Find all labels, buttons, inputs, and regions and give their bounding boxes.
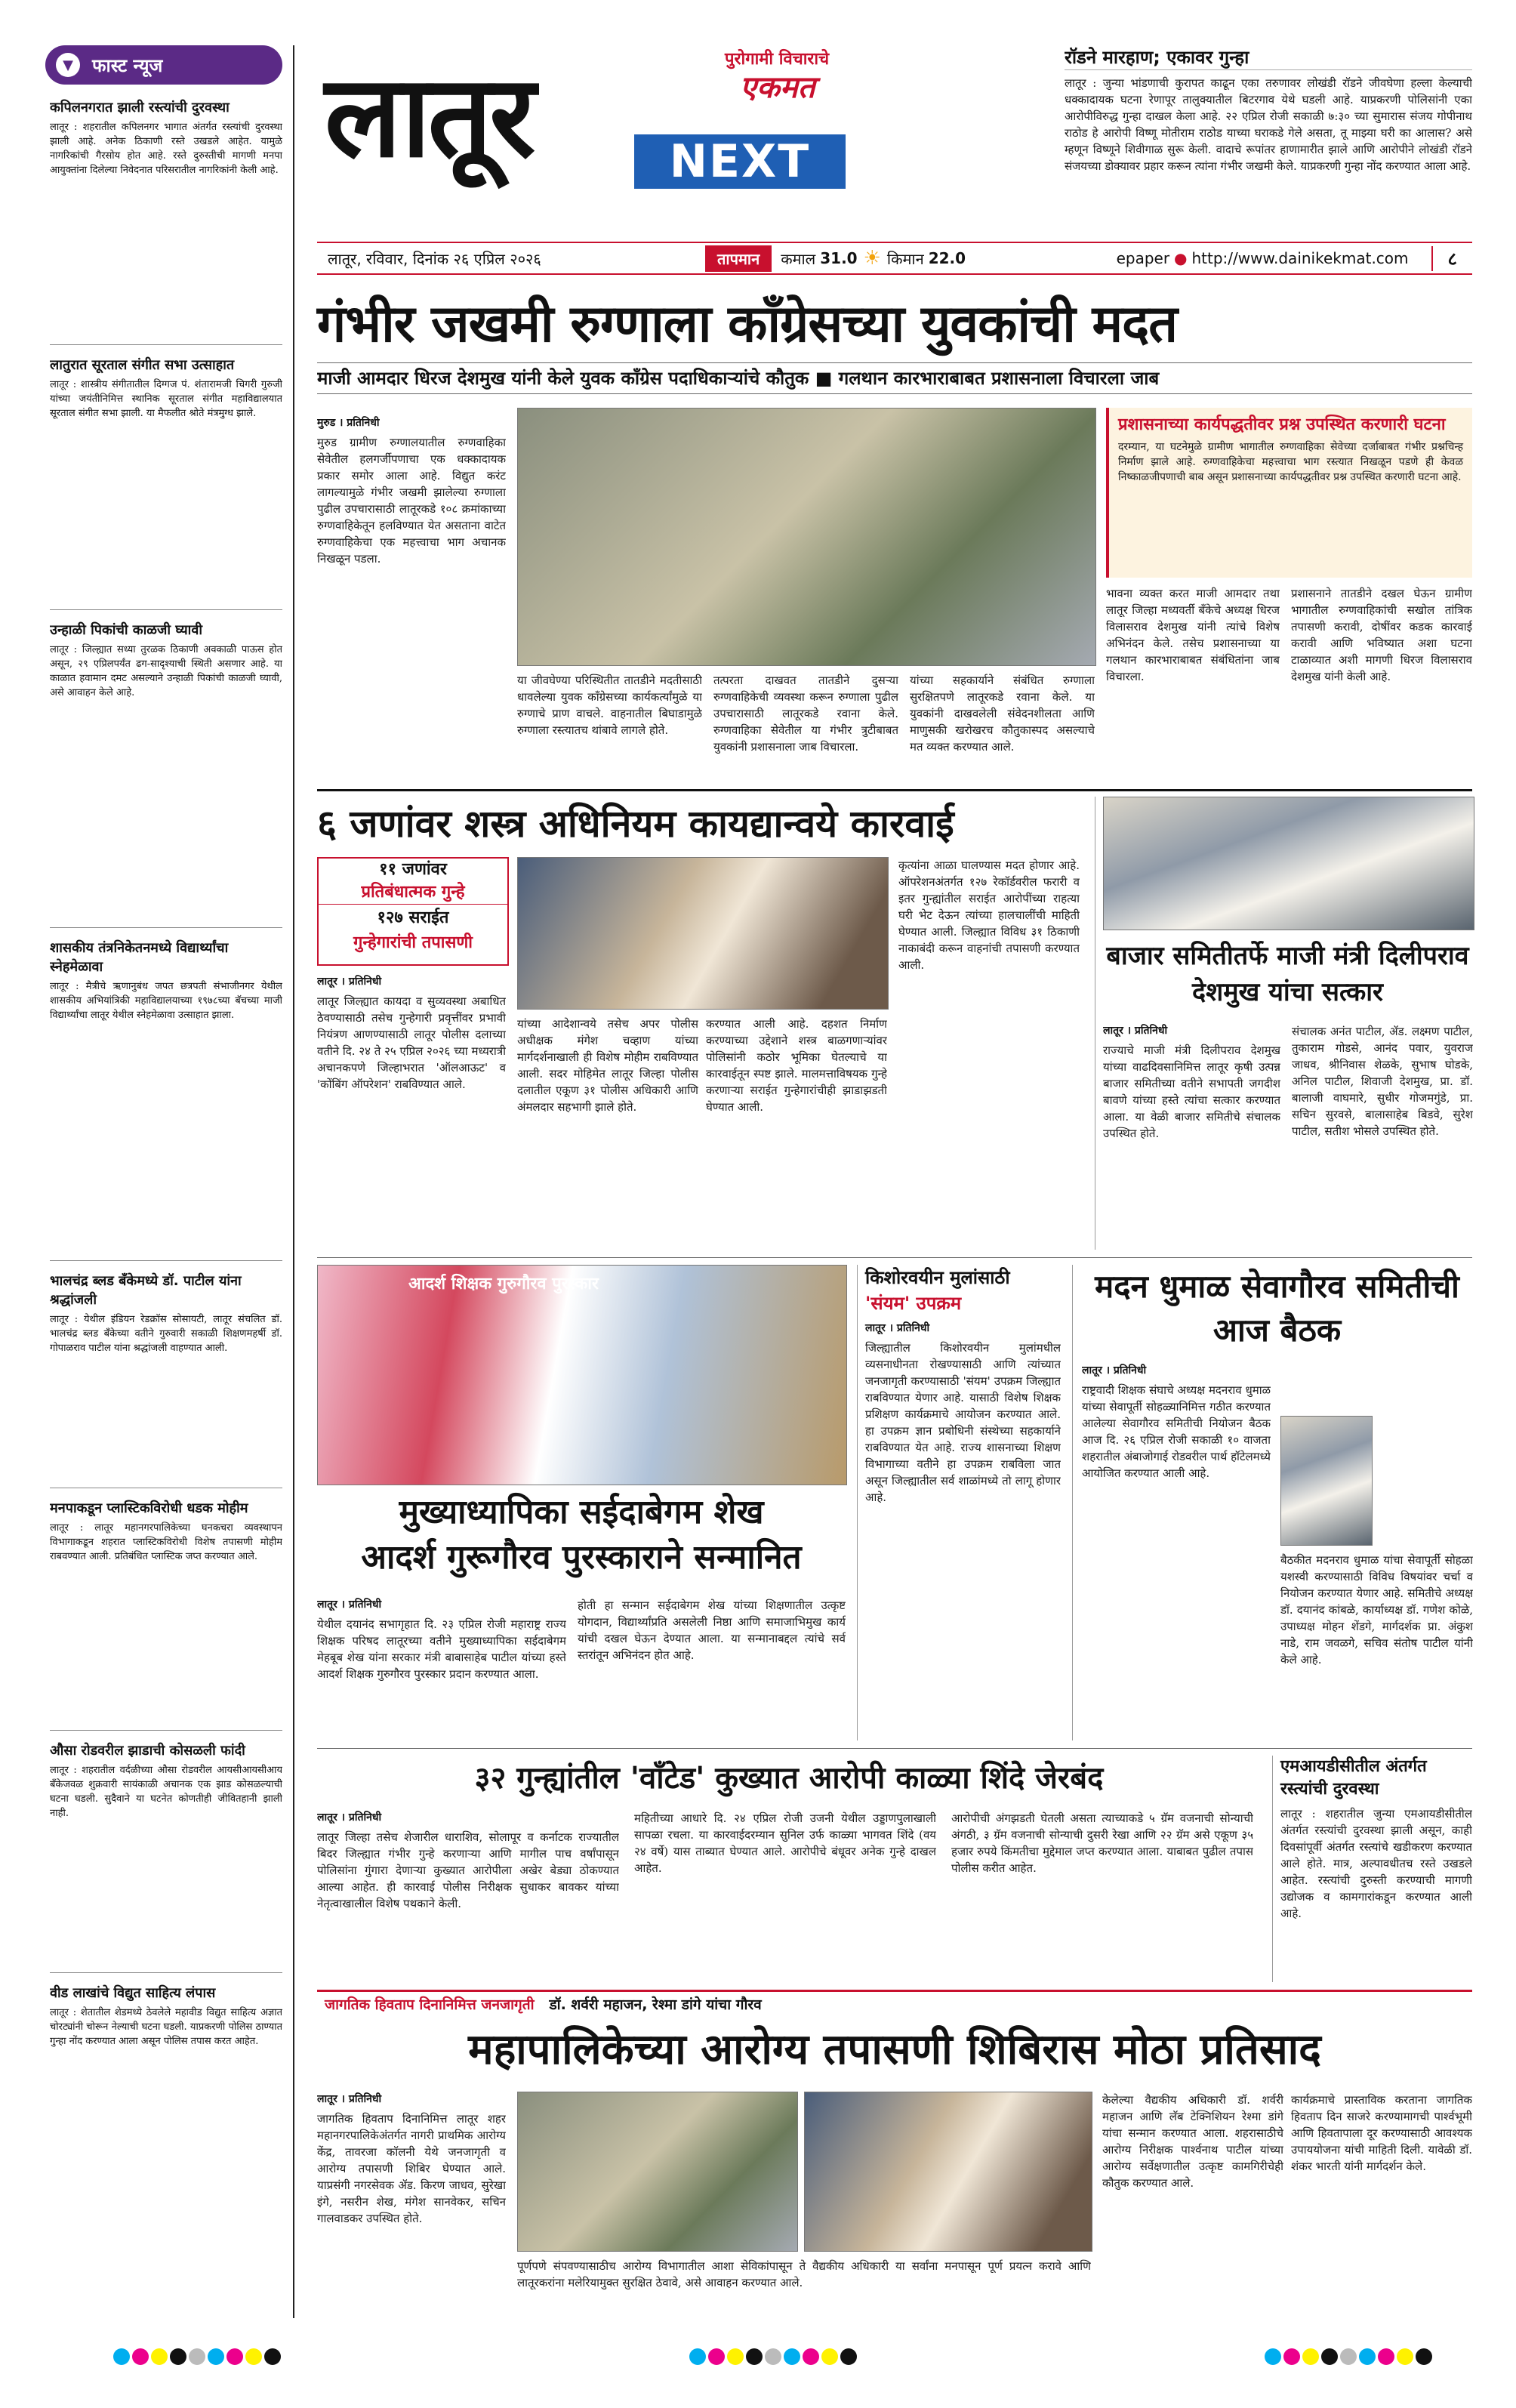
article-body: प्रशासनाने तातडीने दखल घेऊन ग्रामीण भागातील रुग्णवाहिकांची सखोल तांत्रिक तपासणी करावी, दोषींवर कडक कारवाई करावी आणि भविष्यात अशा घटना टाळाव्यात अशी मागणी धिरज विलासराव देशमुख यांनी केली आहे. [1291,587,1472,683]
wanted-story [317,1756,1261,1982]
stat-line: १२७ सराईत [319,904,507,932]
color-dots [689,2348,859,2371]
date-line: लातूर, रविवार, दिनांक २६ एप्रिल २०२६ [328,249,541,268]
article-body: आरोपीची अंगझडती घेतली असता त्याच्याकडे ५ ग्रॅम वजनाची सोन्याची अंगठी, ३ ग्रॅम वजनाची सोन्याची दुसरी रेखा आणि २२ ग्रॅम असे एकूण ३५ हजार रुपये किंमतीचा मुद्देमाल जप्त करण्यात आला. याबाबत पुढील तपास पोलीस करीत आहेत. [951,1811,1253,1875]
news-title: भालचंद्र ब्लड बँकेमध्ये डॉ. पाटील यांना श्रद्धांजली [50,1273,242,1308]
byline: लातूर । प्रतिनिधी [317,2093,382,2105]
masthead-title: लातूर [325,51,533,183]
article-body: मुरुड ग्रामीण रुग्णालयातील रुग्णवाहिका सेवेतील हलगर्जीपणाचा एक धक्कादायक प्रकार समोर आला आहे. विद्युत करंट लागल्यामुळे गंभीर जखमी झालेल्या रुग्णाला पुढील उपचारासाठी लातूरकडे १०८ क्रमांकाच्या रुग्णवाहिकेतून हलविण्यात येत असताना वाटेत रुग्णवाहिकेचा एक महत्त्वाचा भाग अचानक निखळून पडला. [317,436,506,566]
article-body: येथील दयानंद सभागृहात दि. २३ एप्रिल रोजी महाराष्ट्र राज्य शिक्षक परिषद लातूरच्या वतीने मुख्याध्यापिका सईदाबेगम मेहबूब शेख यांना सरकार मंत्री बाबासाहेब पाटील यांच्या हस्ते आदर्श शिक्षक गुरुगौरव पुरस्कार प्रदान करण्यात आला. [317,1617,566,1681]
byline: लातूर । प्रतिनिधी [317,976,382,988]
article-body: राष्ट्रवादी शिक्षक संघाचे अध्यक्ष मदनराव धुमाळ यांच्या सेवापूर्ती सोहळ्यानिमित्त गठीत करण्यात आलेल्या सेवागौरव समितीची नियोजन बैठक आज दि. २६ एप्रिल रोजी सकाळी १० वाजता शहरातील अंबाजोगाई रोडवरील पार्थ हॉटेलमध्ये आयोजित करण्यात आली आहे. [1082,1383,1271,1480]
callout-title: प्रशासनाच्या कार्यपद्धतीवर प्रश्न उपस्थित करणारी घटना [1118,415,1446,434]
news-title: मनपाकडून प्लास्टिकविरोधी धडक मोहीम [50,1500,248,1516]
story-headline: किशोरवयीन मुलांसाठी [865,1267,1010,1288]
article-body: केलेल्या वैद्यकीय अधिकारी डॉ. शर्वरी महाजन आणि लॅब टेक्निशियन रेश्मा डांगे यांचा सन्मान करण्यात आला. शहरासाठीचे आरोग्य निरीक्षक पार्श्वनाथ पाटील यांच्या आरोग्य सर्वेक्षणातील उत्कृष्ट कामगिरीचेही कौतुक करण्यात आले. [1102,2093,1283,2190]
masthead-next-logo: NEXT [634,134,846,189]
color-dots [113,2348,283,2371]
news-title: कपिलनगरात झाली रस्त्यांची दुरवस्था [50,100,230,116]
article-body: यांच्या सहकार्याने संबंधित रुग्णाला सुरक्षितपणे लातूरकडे रवाना केले. या युवकांनी दाखवलेली संवेदनशीलता आणि माणुसकी खरोखरच कौतुकास्पद असल्याचे मत व्यक्त करण्यात आले. [910,674,1095,754]
sidebar [45,45,294,2318]
teacher-story [317,1265,846,1740]
news-body: लातूर : शेतातील शेडमध्ये ठेवलेले महावीड विद्युत साहित्य अज्ञात चोरट्यांनी चोरून नेल्याची घटना घडली. याप्रकरणी पोलिस ठाण्यात गुन्हा नोंद करण्यात आला असून पोलिस तपास करत आहेत. [50,2007,282,2047]
article-body: तत्परता दाखवत तातडीने दुसऱ्या रुग्णवाहिकेची व्यवस्था करून रुग्णाला पुढील उपचारासाठी लातूरकडे रवाना केले. रुग्णवाहिका सेवेतील या गंभीर त्रुटीबाबत युवकांनी प्रशासनाला जाब विचारला. [713,674,898,754]
news-body: लातूर : शास्त्रीय संगीतातील दिग्गज पं. शंतारामजी चिगरी गुरुजी यांच्या जयंतीनिमित्त स्थानिक सूरताल संगीत महाविद्यालयात सूरताल संगीत सभा झाली. या मैफलीत श्रोते मंत्रमुग्ध झाले. [50,379,282,419]
arms-story [317,797,1080,1250]
stat-line: गुन्हेगारांची तपासणी [353,933,473,952]
news-body: लातूर : शहरातील जुन्या एमआयडीसीतील अंतर्गत रस्त्यांची दुरवस्था झाली असून, काही दिवसांपूर्वी अंतर्गत रस्त्यांचे खडीकरण करण्यात आले होते. मात्र, अल्पावधीतच रस्ते उखडले आहेत. रस्त्यांची दुरुस्ती करण्याची मागणी उद्योजक व कामगारांकडून करण्यात आली आहे. [1280,1807,1472,1920]
masthead-tagline: पुरोगामी विचाराचे [725,50,830,69]
news-body: लातूर : मैत्रीचे ऋणानुबंध जपत छत्रपती संभाजीनगर येथील शासकीय अभियांत्रिकी महाविद्यालयाच्या १९७८च्या बॅचच्या माजी विद्यार्थ्यांचा लातूर येथील स्नेहमेळावा उत्साहात झाला. [50,981,282,1021]
weather-label: तापमान [705,245,772,272]
masthead-brand-logo: एकमत [740,70,815,105]
website-link[interactable]: http://www.dainikekmat.com [1191,249,1409,267]
article-body: या जीवघेण्या परिस्थितीत तातडीने मदतीसाठी धावलेल्या युवक काँग्रेसच्या कार्यकर्त्यांमुळे या रुग्णाचे प्राण वाचले. वाहनातील बिघाडामुळे रुग्णाला रस्त्यातच थांबावे लागले होते. [517,674,702,737]
list-item [50,1973,282,2200]
article-body: यांच्या आदेशान्वये तसेच अपर पोलीस अधीक्षक मंगेश चव्हाण यांच्या मार्गदर्शनाखाली ही विशेष मोहीम राबविण्यात आली. सदर मोहिमेत लातूर जिल्हा पोलीस दलातील एकूण ३१ पोलीस अधिकारी आणि अंमलदार सहभागी झाले होते. [517,1017,698,1114]
lead-subhead: माजी आमदार धिरज देशमुख यांनी केले युवक काँग्रेस पदाधिकाऱ्यांचे कौतुक ■ गलथान कारभाराबाबत प्रशासनाला विचारला जाब [317,362,1472,394]
stat-box [317,857,509,966]
kicker-text: जागतिक हिवताप दिनानिमित्त जनजागृती [325,1996,535,2013]
market-story [1095,797,1472,1250]
news-body: लातूर : लातूर महानगरपालिकेच्या घनकचरा व्यवस्थापन विभागाकडून शहरात प्लास्टिकविरोधी विशेष तपासणी मोहीम राबवण्यात आली. प्रतिबंधित प्लास्टिक जप्त करण्यात आले. [50,1522,282,1562]
masthead [317,45,1042,234]
list-item [50,928,282,1261]
byline: लातूर । प्रतिनिधी [1103,1025,1168,1037]
topright-news [1065,45,1472,227]
story-headline: 'संयम' उपक्रम [865,1293,962,1314]
story-headline: ३२ गुन्ह्यांतील 'वाँटेड' कुख्यात आरोपी काळ्या शिंदे जेरबंद [474,1761,1104,1796]
sidebar-tab [45,45,282,85]
news-title: लातुरात सूरताल संगीत सभा उत्साहात [50,357,235,373]
news-body: लातूर : शहरातील वर्दळीच्या औसा रोडवरील आयसीआयसीआय बँकेजवळ शुक्रवारी सायंकाळी अचानक एक झाड कोसळल्याची घटना घडली. सुदैवाने या घटनेत कोणतीही जीवितहानी झाली नाही. [50,1765,282,1819]
chevron-down-icon: ▼ [56,53,80,77]
kicker-text: डॉ. शर्वरी महाजन, रेश्मा डांगे यांचा गौरव [549,1996,762,2013]
min-value: 22.0 [928,249,966,267]
news-body: लातूर : येथील इंडियन रेडक्रॉस सोसायटी, लातूर संचलित डॉ. भालचंद्र ब्लड बँकेच्या वतीने गुरुवारी सकाळी शिक्षणमहर्षी डॉ. गोपाळराव पाटील यांना श्रद्धांजली वाहण्यात आली. [50,1314,282,1354]
article-body: भावना व्यक्त करत माजी आमदार तथा लातूर जिल्हा मध्यवर्ती बँकेचे अध्यक्ष धिरज विलासराव देशमुख यांनी त्यांचे विशेष अभिनंदन केले. तसेच प्रशासनाच्या या गलथान कारभाराबाबत संबंधितांना जाब विचारला. [1106,587,1280,683]
article-body: बैठकीत मदनराव धुमाळ यांचा सेवापूर्ती सोहळा यशस्वी करण्यासाठी विविध विषयांवर चर्चा व नियोजन करण्यात येणार आहे. समितीचे अध्यक्ष डॉ. दयानंद कांबळे, कार्याध्यक्ष डॉ. गणेश कोळे, उपाध्यक्ष मोहन शेंडगे, मार्गदर्शक प्रा. अंकुश नाडे, राम जवळगे, सचिव संतोष पाटील यांनी केले आहे. [1280,1553,1473,1666]
color-dots [1265,2348,1434,2371]
list-item [50,1261,282,1488]
police-photo [517,857,889,1010]
byline: लातूर । प्रतिनिधी [1082,1364,1147,1377]
article-body: पूर्णपणे संपवण्यासाठीच आरोग्य विभागातील आशा सेविकांपासून ते वैद्यकीय अधिकारी या सर्वांना मनपासून पूर्ण प्रयत्न करावे आणि लातूरकरांना मलेरियामुक्त सुरक्षित ठेवावे, असे आवाहन करण्यात आले. [517,2259,1091,2289]
registration-marks [113,2348,1434,2371]
sidebar-list [45,85,282,2200]
byline: लातूर । प्रतिनिधी [317,1599,382,1611]
list-item [50,610,282,928]
felicitation-photo [1103,797,1474,930]
list-item [50,1731,282,1973]
list-item [50,1488,282,1731]
byline: लातूर । प्रतिनिधी [317,1811,382,1824]
story-headline: मदन धुमाळ सेवागौरव समितीची आज बैठक [1095,1268,1459,1349]
epaper-label: epaper [1116,249,1170,267]
health-kicker [317,1990,1472,2015]
article-body: लातूर जिल्हा तसेच शेजारील धाराशिव, सोलापूर व कर्नाटक राज्यातील बिदर जिल्ह्यात गंभीर गुन्हे करणाऱ्या आणि मागील पाच वर्षांपासून पोलिसांना गुंगारा देणाऱ्या कुख्यात आरोपीला अखेर बेड्या ठोकण्यात आल्या आहेत. ही कारवाई पोलीस निरीक्षक सुधाकर बावकर यांच्या नेतृत्वाखालील विशेष पथकाने केली. [317,1830,619,1910]
camp-photo-2 [804,2092,1092,2252]
callout-body: दरम्यान, या घटनेमुळे ग्रामीण भागातील रुग्णवाहिका सेवेच्या दर्जाबाबत गंभीर प्रश्नचिन्ह निर्माण झाले आहे. रुग्णवाहिकेचा महत्त्वाचा भाग रस्त्यात निखळून पडणे ही केवळ निष्काळजीपणाची बाब असून प्रशासनाच्या कार्यपद्धतीवर प्रश्न उपस्थित करणारी घटना आहे. [1118,441,1463,483]
article-body: करण्यात आली आहे. दहशत निर्माण करण्याच्या उद्देशाने शस्त्र बाळगणाऱ्यांवर पोलिसांनी कठोर भूमिका घेतल्याचे या कारवाईतून स्पष्ट झाले. मालमत्ताविषयक गुन्हे करणाऱ्या सराईत गुन्हेगारांचीही झाडाझडती घेण्यात आली. [706,1017,887,1114]
sidebar-tab-label: फास्ट न्यूज [92,54,163,76]
story-headline: मुख्याध्यापिका सईदाबेगम शेख [399,1493,764,1531]
stat-line: ११ जणांवर [379,860,447,879]
award-photo [317,1265,847,1485]
portrait-photo [1280,1416,1373,1546]
byline: लातूर । प्रतिनिधी [865,1322,930,1334]
article-body: संचालक अनंत पाटील, ॲड. लक्ष्मण पाटील, तुकाराम गोडसे, आनंद पवार, युवराज जाधव, श्रीनिवास शेळके, सुभाष घोडके, अनिल पाटील, शिवाजी देशमुख, प्रा. डॉ. बालाजी वाघमारे, सुधीर गोजमगुंडे, प्रा. सचिन सुरवसे, बालासाहेब बिडवे, सुरेश पाटील, सतीश भोसले उपस्थित होते. [1292,1025,1473,1138]
divider [317,789,1472,791]
article-body: राज्याचे माजी मंत्री दिलीपराव देशमुख यांच्या वाढदिवसानिमित्त लातूर कृषी उत्पन्न बाजार समितीच्या वतीने सभापती जगदीश बावणे यांच्या हस्ते त्यांचा सत्कार करण्यात आला. या वेळी बाजार समितीचे संचालक उपस्थित होते. [1103,1044,1280,1140]
date-bar [317,242,1472,275]
page-number: ८ [1431,246,1472,271]
news-title: शासकीय तंत्रनिकेतनमध्ये विद्यार्थ्यांचा स्नेहमेळावा [50,940,229,975]
article-body: कृत्यांना आळा घालण्यास मदत होणार आहे. ऑपरेशनअंतर्गत १२७ रेकॉर्डवरील फरारी व इतर गुन्ह्यांतील सराईत आरोपींच्या राहत्या घरी भेट देऊन त्यांच्या हालचालींची माहिती घेण्यात आली. जिल्ह्यात विविध ३१ ठिकाणी नाकाबंदी करून वाहनांची तपासणी करण्यात आली. [898,859,1080,972]
article-body: लातूर जिल्ह्यात कायदा व सुव्यवस्था अबाधित ठेवण्यासाठी तसेच गुन्हेगारी प्रवृत्तींवर प्रभावी नियंत्रण आणण्यासाठी लातूर पोलीस दलाच्या वतीने दि. २४ ते २५ एप्रिल २०२६ च्या मध्यरात्री अचानकपणे जिल्हाभरात 'ऑलआऊट' व 'कोंबिंग ऑपरेशन' राबविण्यात आले. [317,994,506,1091]
max-label: कमाल [781,249,816,268]
page-title: गंभीर जखमी रुग्णाला काँग्रेसच्या युवकांची मदत [317,294,1178,354]
sun-icon: ☀ [863,247,881,270]
story-headline: आदर्श गुरूगौरव पुरस्काराने सन्मानित [361,1538,802,1577]
madan-story [1072,1265,1472,1740]
min-label: किमान [886,249,924,268]
news-title: उन्हाळी पिकांची काळजी घ्यावी [50,622,203,638]
news-body: लातूर : शहरातील कपिलनगर भागात अंतर्गत रस्त्यांची दुरवस्था झाली आहे. अनेक ठिकाणी रस्ते उखडले आहेत. यामुळे नागरिकांची गैरसोय होत आहे. रस्ते दुरुस्तीची मागणी मनपा आयुक्तांना दिलेल्या निवेदनात परिसरातील नागरिकांनी केली आहे. [50,122,282,176]
news-title: रॉडने मारहाण; एकावर गुन्हा [1065,45,1472,70]
list-item [50,345,282,610]
lead-story [317,287,1472,785]
article-body: जागतिक हिवताप दिनानिमित्त लातूर शहर महानगरपालिकेअंतर्गत नागरी प्राथमिक आरोग्य केंद्र, तावरजा कॉलनी येथे जनजागृती व आरोग्य तपासणी शिबिर घेण्यात आले. याप्रसंगी नगरसेवक ॲड. किरण जाधव, सुरेखा इंगे, नसरीन शेख, मंगेश सानवेकर, सचिन गालवाडकर उपस्थित होते. [317,2112,506,2225]
list-item [50,88,282,345]
stat-line: प्रतिबंधात्मक गुन्हे [361,883,465,902]
photo-banner-text: आदर्श शिक्षक गुरुगौरव पुरस्कार [408,1275,599,1293]
article-body: कार्यक्रमाचे प्रास्ताविक करताना जागतिक हिवताप दिन साजरे करण्यामागची पार्श्वभूमी आणि हिवतापाला दूर करण्यासाठी आवश्यक उपाययोजना यांची माहिती दिली. यावेळी डॉ. शंकर भारती यांनी मार्गदर्शन केले. [1291,2093,1472,2173]
article-body: जिल्ह्यातील किशोरवयीन मुलांमधील व्यसनाधीनता रोखण्यासाठी आणि त्यांच्यात जनजागृती करण्यासाठी 'संयम' उपक्रम जिल्ह्यात राबविण्यात येणार आहे. यासाठी विशेष शिक्षक प्रशिक्षण कार्यक्रमाचे आयोजन करण्यात आले. हा उपक्रम ज्ञान प्रबोधिनी संस्थेच्या सहकार्याने राबविण्यात येत आहे. राज्य शासनाच्या शिक्षण विभागाच्या वतीने हा उपक्रम राबविला जात असून जिल्ह्यातील सर्व शाळांमध्ये तो लागू होणार आहे. [865,1341,1061,1504]
callout-box [1106,408,1472,578]
news-title: एमआयडीसीतील अंतर्गत रस्त्यांची दुरवस्था [1280,1757,1427,1799]
story-headline: ६ जणांवर शस्त्र अधिनियम कायद्यान्वये कारवाई [317,802,954,846]
ambulance-photo [517,408,1096,666]
max-value: 31.0 [820,249,858,267]
divider [317,1257,1472,1258]
midc-story [1272,1756,1472,1982]
news-body: लातूर : जुन्या भांडणाची कुरापत काढून एका तरुणावर लोखंडी रॉडने जीवघेणा हल्ला केल्याची धक्कादायक घटना रेणापूर तालुक्यातील बिटरगाव येथे घडली आहे. याप्रकरणी पोलिसांनी एका आरोपीविरुद्ध गुन्हा दाखल केला आहे. २२ एप्रिल रोजी सकाळी ७:३० च्या सुमारास संजय गोपीनाथ राठोड हे आरोपी विष्णू मोतीराम राठोड याच्या घराकडे गेले असता, तू माझ्या घरी का आलास? असे म्हणून विष्णूने शिवीगाळ सुरू केली. वादाचे रूपांतर हाणामारीत झाले आणि आरोपीने लोखंडी रॉडने संजयच्या डोक्यावर प्रहार करून त्यांना गंभीर जखमी केले. याप्रकरणी गुन्हा नोंद करण्यात आला आहे. [1065,76,1472,173]
divider [317,1748,1472,1749]
link-icon: ● [1174,249,1188,267]
sanyam-story [857,1265,1061,1740]
news-body: लातूर : जिल्ह्यात सध्या तुरळक ठिकाणी अवकाळी पाऊस होत असून, २९ एप्रिलपर्यंत ढग-सादृश्याची स्थिती असणार आहे. या काळात हवामान दमट असल्याने उन्हाळी पिकांची काळजी घ्यावी, असे आवाहन केले आहे. [50,644,282,698]
byline: मुरुड । प्रतिनिधी [317,417,380,429]
story-headline: महापालिकेच्या आरोग्य तपासणी शिबिरास मोठा प्रतिसाद [468,2025,1321,2074]
article-body: होती हा सन्मान सईदाबेगम शेख यांच्या शिक्षणातील उत्कृष्ट योगदान, विद्यार्थ्यांप्रति असलेली निष्ठा आणि समाजाभिमुख कार्य यांची दखल घेऊन देण्यात आला. या सन्मानाबद्दल त्यांचे सर्व स्तरांतून अभिनंदन होत आहे. [578,1599,846,1662]
news-title: वीड लाखांचे विद्युत साहित्य लंपास [50,1985,216,2001]
story-headline: बाजार समितीतर्फे माजी मंत्री दिलीपराव देशमुख यांचा सत्कार [1106,941,1469,1007]
health-story [317,2020,1472,2322]
news-title: औसा रोडवरील झाडाची कोसळली फांदी [50,1743,245,1759]
camp-photo-1 [517,2092,798,2252]
article-body: महितीच्या आधारे दि. २४ एप्रिल रोजी उजनी येथील उड्डाणपुलाखाली सापळा रचला. या कारवाईदरम्यान सुनिल उर्फ काळ्या भागवत शिंदे (वय २४ वर्षे) यास ताब्यात घेण्यात आले. आरोपीचे बंधूवर अनेक गुन्हे दाखल आहेत. [634,1811,936,1875]
